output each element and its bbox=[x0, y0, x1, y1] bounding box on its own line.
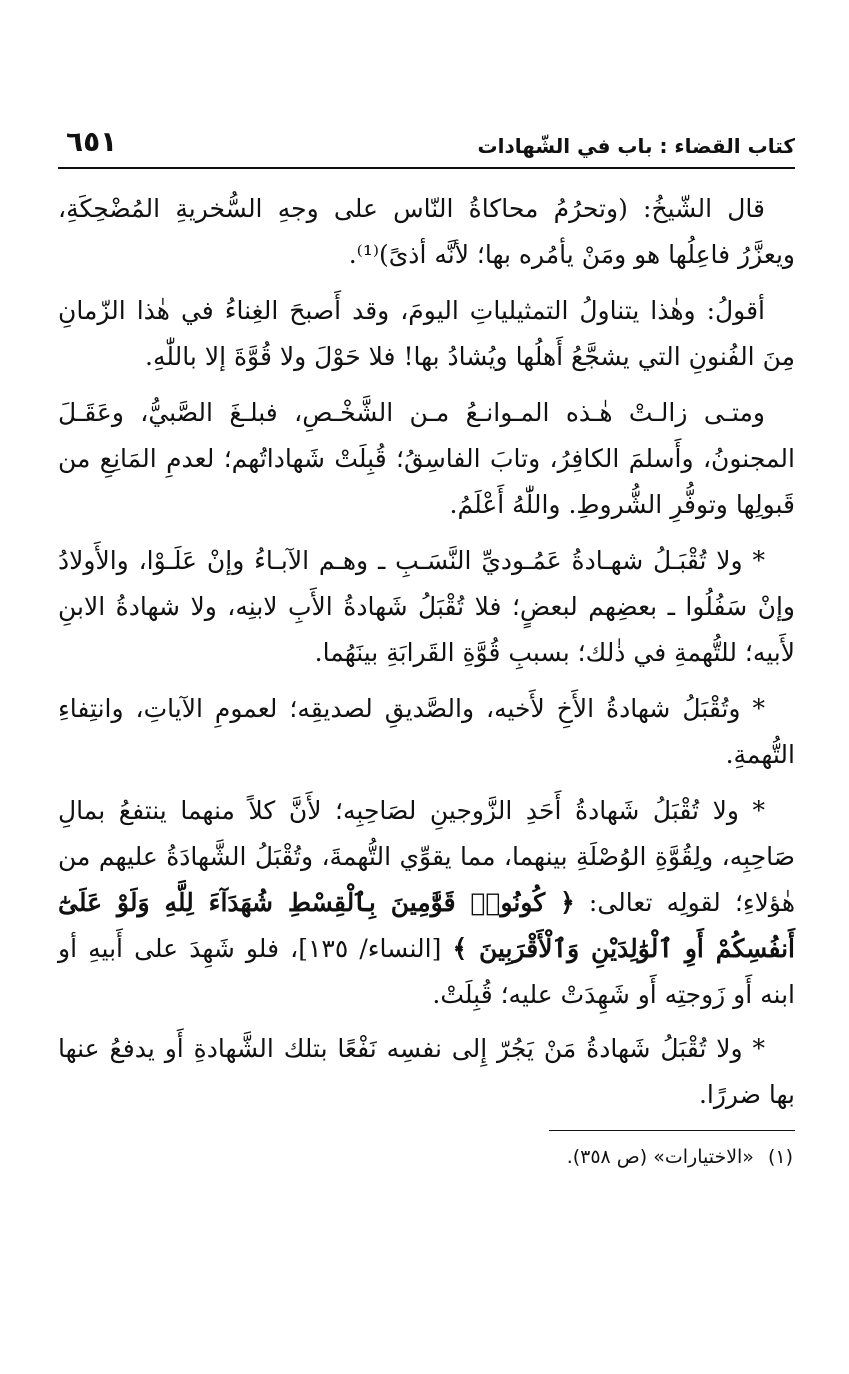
footnote-text: «الاختيارات» (ص ٣٥٨). bbox=[566, 1146, 754, 1168]
footnote bbox=[567, 1142, 793, 1172]
paragraph-spouses bbox=[58, 788, 795, 1018]
paragraph-self-interest: * ولا تُقْبَلُ شَهادةُ مَنْ يَجُرّ إِلى نفسِه نَفْعًا بتلك الشَّهادةِ أَو يدفعُ عنها بها ضررًا. bbox=[58, 1034, 795, 1109]
main-text bbox=[58, 186, 795, 1118]
running-title: كتاب القضاء : باب في الشّهادات bbox=[477, 134, 795, 158]
quran-verse: ﴿ كُونُوا۟ قَوَّٰمِينَ بِٱلْقِسْطِ شُهَدَآءَ لِلَّهِ وَلَوْ عَلَىٰٓ أَنفُسِكُمْ أَوِ ٱلْوَٰلِدَيْنِ وَٱلْأَقْرَبِينَ ﴾ bbox=[58, 888, 795, 963]
page-number: ٦٥١ bbox=[66, 125, 118, 158]
paragraph-sheikh-quote: قال الشّيخُ: (وتحرُمُ محاكاةُ النّاس على وجهِ السُّخريةِ المُضْحِكَةِ، ويعزَّرُ فاعِلُها هو ومَنْ يأمُره بها؛ لأنَّه أذىً)⁽¹⁾. bbox=[58, 194, 795, 269]
paragraph-lineage-testimony: * ولا تُقْبَـلُ شهـادةُ عَمُـوديِّ النَّسَـبِ ـ وهـم الآبـاءُ وإنْ عَلَـوْا، والأَولادُ وإنْ سَفُلُوا ـ بعضِهم لبعضٍ؛ فلا تُقْبَلُ شَهادةُ الأَبِ لابنِه، ولا شهادةُ الابنِ لأَبيه؛ للتُّهمةِ في ذٰلك؛ بسببِ قُوَّةِ القَرابَةِ بينَهُما. bbox=[58, 546, 795, 667]
book-page bbox=[58, 112, 795, 1168]
page-header bbox=[58, 112, 795, 164]
footnote-rule bbox=[549, 1130, 795, 1131]
header-rule bbox=[58, 167, 795, 169]
paragraph-spouses-text: * ولا تُقْبَلُ شَهادةُ أَحَدِ الزَّوجينِ لصَاحِبِه؛ لأَنَّ كلاً منهما ينتفعُ بمالِ صَاحِبِه، ولِقُوَّةِ الوُصْلَةِ بينهما، مما يقوِّي التُّهمةَ، وتُقْبَلُ الشَّهادَةُ عليهم من هٰؤلاءِ؛ لقولِه تعالى: bbox=[58, 796, 795, 917]
paragraph-spouses-continuation: [النساء/ ١٣٥]، فلو شَهِدَ على أَبيهِ أو ابنه أَو زَوجتِه أَو شَهِدَتْ عليه؛ قُبِلَتْ. bbox=[58, 934, 795, 1009]
paragraph-author-comment: أقولُ: وهٰذا يتناولُ التمثيلياتِ اليومَ، وقد أَصبحَ الغِناءُ في هٰذا الزّمانِ مِنَ الفُنونِ التي يشجَّعُ أَهلُها ويُشادُ بها! فلا حَوْلَ ولا قُوَّةَ إلا باللّٰهِ. bbox=[58, 296, 795, 371]
paragraph-brother-friend: * وتُقْبَلُ شهادةُ الأَخِ لأَخيه، والصَّديقِ لصديقِه؛ لعمومِ الآياتِ، وانتِفاءِ التُّهمةِ. bbox=[58, 694, 795, 769]
footnote-number: (١) bbox=[767, 1146, 793, 1168]
paragraph-impediments: ومتـى زالـتْ هٰـذه المـوانـعُ مـن الشَّخْـصِ، فبلـغَ الصَّبيُّ، وعَقَـلَ المجنونُ، وأَسلمَ الكافِرُ، وتابَ الفاسِقُ؛ قُبِلَتْ شَهاداتُهم؛ لعدمِ المَانِعِ من قَبولِها وتوفُّرِ الشُّروطِ. واللّٰهُ أَعْلَمُ. bbox=[58, 398, 795, 519]
